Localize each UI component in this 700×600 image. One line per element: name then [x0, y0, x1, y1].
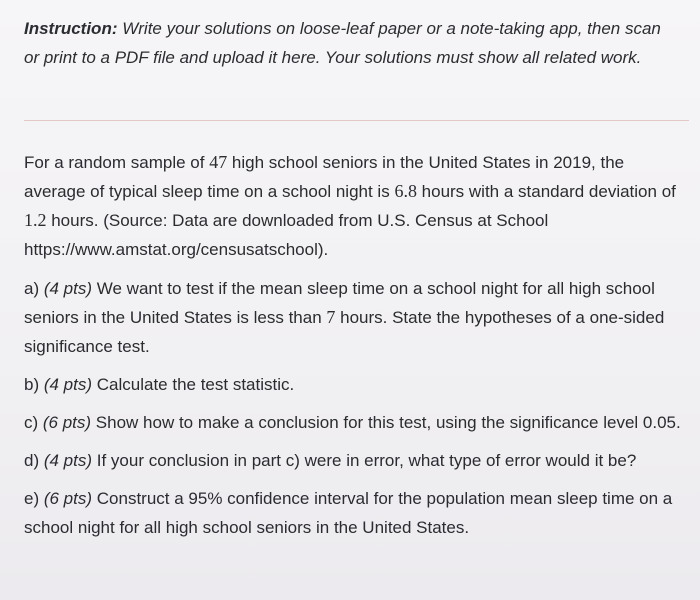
question-label: c) [24, 413, 43, 432]
question-text: Calculate the test statistic. [92, 375, 295, 394]
question-b [24, 370, 686, 399]
instruction-block [24, 14, 674, 72]
question-points: (6 pts) [43, 489, 93, 508]
source-url: https://www.amstat.org/censusatschool [24, 240, 318, 259]
sample-mean: 6.8 [394, 181, 417, 201]
instruction-lead: Instruction: [24, 19, 118, 38]
problem-intro [24, 148, 686, 264]
question-text: Construct a 95% confidence interval for the population mean sleep time on a school night for all high school seniors in the United States. [24, 489, 673, 537]
problem-body [24, 148, 686, 551]
instruction-text: Write your solutions on loose-leaf paper or a note-taking app, then scan or print to a PDF file and upload it here. Your solutions must show all related work. [24, 19, 661, 67]
intro-text: hours. (Source: Data are downloaded from U.S. Census at School [46, 211, 549, 230]
intro-text: hours with a standard deviation of [416, 182, 676, 201]
intro-text: ). [317, 240, 329, 259]
intro-text: high school seniors in the United States in 2019, the average of typical sleep time on a school night is [24, 153, 625, 201]
question-text: hours. State the hypotheses of a one-sided significance test. [24, 308, 665, 356]
question-a [24, 274, 686, 361]
divider [24, 120, 689, 121]
question-label: a) [24, 279, 44, 298]
question-points: (4 pts) [43, 375, 93, 394]
question-text: Show how to make a conclusion for this test, using the significance level 0.05. [91, 413, 681, 432]
standard-deviation: 1.2 [24, 210, 47, 230]
sample-size: 47 [209, 152, 228, 172]
question-c [24, 408, 686, 437]
hypothesis-value: 7 [326, 307, 336, 327]
question-label: d) [24, 451, 44, 470]
question-text: If your conclusion in part c) were in error, what type of error would it be? [92, 451, 637, 470]
question-label: b) [24, 375, 44, 394]
question-d [24, 446, 686, 475]
question-points: (4 pts) [43, 279, 93, 298]
question-label: e) [24, 489, 44, 508]
question-text: We want to test if the mean sleep time on a school night for all high school seniors in the United States is less than [24, 279, 655, 327]
question-points: (6 pts) [42, 413, 92, 432]
intro-text: For a random sample of [24, 153, 210, 172]
question-e [24, 484, 686, 542]
question-points: (4 pts) [43, 451, 93, 470]
